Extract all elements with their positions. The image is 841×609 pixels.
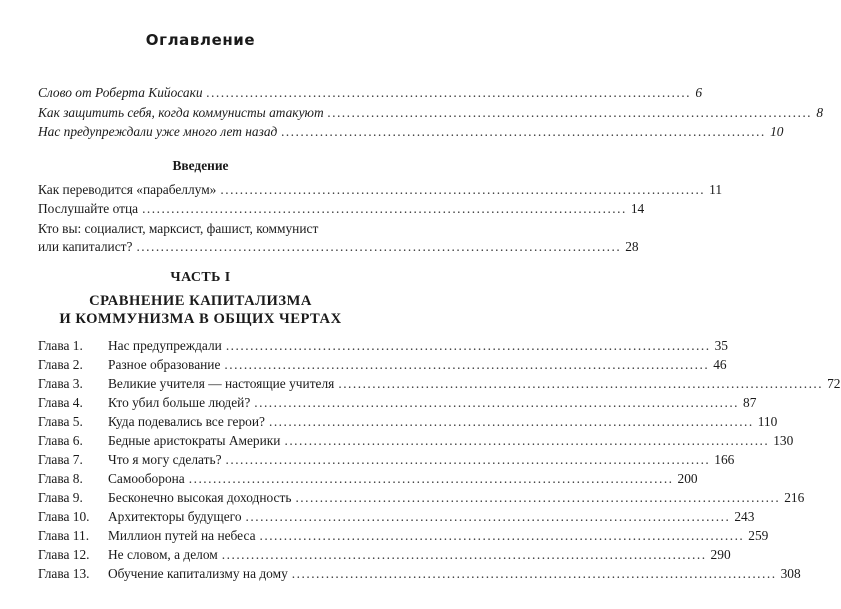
toc-entry-page: 28: [625, 239, 639, 254]
chapter-title: Нас предупреждали: [108, 338, 222, 353]
chapter-entry[interactable]: [38, 375, 841, 392]
chapter-page: 46: [713, 357, 727, 372]
chapter-page: 216: [784, 490, 805, 505]
toc-entry-label: Послушайте отца: [38, 201, 139, 216]
leader-dots: ....................................................................................................: [221, 547, 707, 562]
chapter-page: 200: [677, 471, 698, 486]
chapter-title: Разное образование: [108, 357, 221, 372]
leader-dots: ....................................................................................................: [245, 509, 731, 524]
chapter-page: 87: [743, 395, 757, 410]
chapter-entry[interactable]: [38, 356, 727, 373]
chapter-number: Глава 5.: [38, 414, 83, 429]
toc-entry[interactable]: [38, 104, 824, 121]
leader-dots: ....................................................................................................: [220, 182, 706, 197]
leader-dots: ....................................................................................................: [225, 452, 711, 467]
chapter-title: Не словом, а делом: [108, 547, 218, 562]
chapter-number: Глава 6.: [38, 433, 83, 448]
leader-dots: ....................................................................................................: [225, 338, 711, 353]
toc-entry[interactable]: [38, 84, 703, 101]
chapter-title: Архитекторы будущего: [108, 509, 242, 524]
toc-entry-page: 6: [695, 85, 703, 100]
toc-entry-page: 11: [709, 182, 723, 197]
toc-entry-label-continued: или капиталист?: [38, 239, 133, 254]
leader-dots: ....................................................................................................: [206, 85, 692, 100]
chapter-title: Кто убил больше людей?: [108, 395, 251, 410]
chapter-title: Куда подевались все герои?: [108, 414, 265, 429]
toc-entry[interactable]: [38, 123, 784, 140]
part-title-line1: СРАВНЕНИЕ КАПИТАЛИЗМА: [89, 293, 312, 309]
chapter-entry[interactable]: [38, 413, 778, 430]
leader-dots: ....................................................................................................: [295, 490, 781, 505]
chapter-number: Глава 13.: [38, 566, 90, 581]
leader-dots: ....................................................................................................: [338, 376, 824, 391]
chapter-title: Самооборона: [108, 471, 185, 486]
chapter-number: Глава 12.: [38, 547, 90, 562]
toc-entry[interactable]: [38, 200, 645, 217]
leader-dots: ....................................................................................................: [136, 239, 622, 254]
chapter-number: Глава 1.: [38, 338, 83, 353]
chapter-number: Глава 8.: [38, 471, 83, 486]
chapter-entry[interactable]: [38, 546, 731, 563]
toc-entry-page: 14: [630, 201, 645, 216]
chapter-title: Что я могу сделать?: [108, 452, 222, 467]
leader-dots: ....................................................................................................: [259, 528, 745, 543]
chapter-entry[interactable]: [38, 508, 755, 525]
chapter-entry[interactable]: [38, 489, 805, 506]
chapter-entry[interactable]: [38, 527, 769, 544]
chapter-page: 72: [827, 376, 841, 391]
chapter-title: Обучение капитализму на дому: [108, 566, 288, 581]
chapter-entry[interactable]: [38, 337, 728, 354]
chapter-page: 259: [748, 528, 769, 543]
chapter-number: Глава 4.: [38, 395, 83, 410]
chapter-entry[interactable]: [38, 470, 698, 487]
intro-heading: Введение: [172, 158, 229, 173]
chapter-number: Глава 2.: [38, 357, 83, 372]
chapter-entry[interactable]: [38, 432, 794, 449]
toc-entry-label: Как защитить себя, когда коммунисты атакуют: [38, 105, 324, 120]
chapter-page: 243: [734, 509, 755, 524]
toc-entry-page: 10: [770, 124, 784, 139]
chapter-title: Великие учителя — настоящие учителя: [108, 376, 335, 391]
part-label: ЧАСТЬ I: [170, 270, 231, 285]
chapter-entry[interactable]: [38, 394, 757, 411]
leader-dots: ....................................................................................................: [327, 105, 813, 120]
leader-dots: ....................................................................................................: [224, 357, 710, 372]
toc-entry-label: Как переводится «парабеллум»: [38, 182, 217, 197]
chapter-number: Глава 3.: [38, 376, 83, 391]
chapter-title: Бедные аристократы Америки: [108, 433, 281, 448]
chapter-number: Глава 7.: [38, 452, 83, 467]
leader-dots: ....................................................................................................: [284, 433, 770, 448]
leader-dots: ....................................................................................................: [142, 201, 627, 216]
chapter-number: Глава 10.: [38, 509, 90, 524]
chapter-page: 35: [714, 338, 728, 353]
chapter-page: 290: [710, 547, 731, 562]
chapter-entry[interactable]: [38, 451, 735, 468]
chapter-page: 166: [714, 452, 735, 467]
chapter-number: Глава 9.: [38, 490, 83, 505]
toc-entry-label[interactable]: Кто вы: социалист, марксист, фашист, коммунист: [38, 221, 319, 236]
chapter-title: Бесконечно высокая доходность: [108, 490, 292, 505]
part-title-line2: И КОММУНИЗМА В ОБЩИХ ЧЕРТАХ: [59, 311, 342, 327]
chapter-page: 308: [780, 566, 801, 581]
toc-entry-label: Слово от Роберта Кийосаки: [38, 85, 203, 100]
page-title: Оглавление: [145, 31, 256, 49]
leader-dots: ....................................................................................................: [291, 566, 777, 581]
toc-entry-label: Нас предупреждали уже много лет назад: [38, 124, 278, 139]
toc-entry[interactable]: [38, 181, 723, 198]
leader-dots: ....................................................................................................: [268, 414, 754, 429]
toc-entry[interactable]: [38, 238, 639, 255]
leader-dots: ....................................................................................................: [188, 471, 674, 486]
leader-dots: ....................................................................................................: [254, 395, 740, 410]
leader-dots: ....................................................................................................: [281, 124, 767, 139]
chapter-entry[interactable]: [38, 565, 801, 582]
chapter-page: 130: [773, 433, 794, 448]
toc-entry-page: 8: [816, 105, 824, 120]
chapter-page: 110: [757, 414, 778, 429]
chapter-number: Глава 11.: [38, 528, 90, 543]
chapter-title: Миллион путей на небеса: [108, 528, 256, 543]
